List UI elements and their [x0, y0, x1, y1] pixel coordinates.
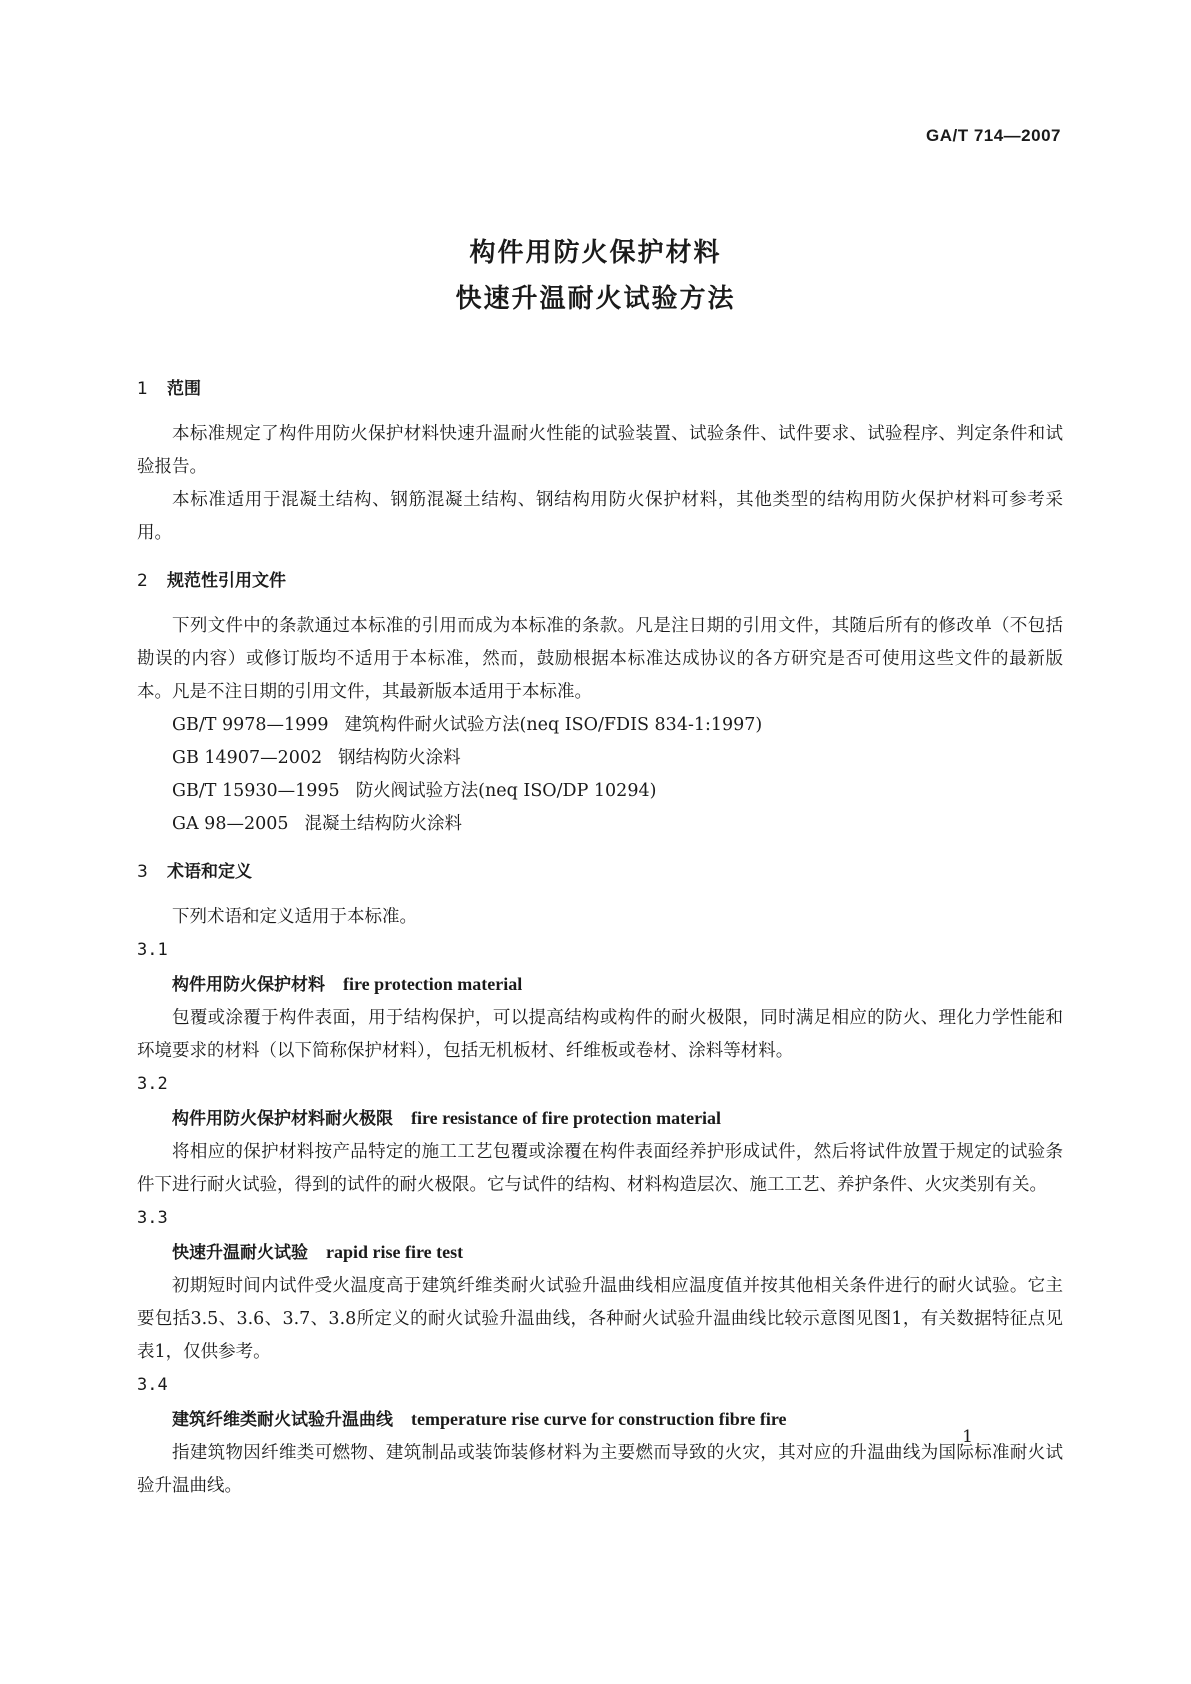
section-title: 规范性引用文件	[167, 571, 286, 591]
term-heading	[137, 1402, 1063, 1437]
term-zh: 建筑纤维类耐火试验升温曲线	[172, 1410, 393, 1430]
paragraph: 下列术语和定义适用于本标准。	[172, 907, 417, 927]
term-definition: 包覆或涂覆于构件表面，用于结构保护，可以提高结构或构件的耐火极限，同时满足相应的防火、理化力学性能和环境要求的材料（以下简称保护材料），包括无机板材、纤维板或卷材、涂料等材料。	[137, 1008, 1063, 1061]
term-definition: 初期短时间内试件受火温度高于建筑纤维类耐火试验升温曲线相应温度值并按其他相关条件进行的耐火试验。它主要包括3.5、3.6、3.7、3.8所定义的耐火试验升温曲线，各种耐火试验升温曲线比较示意图见图1，有关数据特征点见表1，仅供参考。	[137, 1276, 1063, 1362]
section-1-heading	[137, 372, 1063, 406]
section-number: 1	[137, 379, 148, 399]
term-zh: 快速升温耐火试验	[172, 1243, 308, 1263]
paragraph: 本标准规定了构件用防火保护材料快速升温耐火性能的试验装置、试验条件、试件要求、试验程序、判定条件和试验报告。	[137, 424, 1063, 477]
term-zh: 构件用防火保护材料耐火极限	[172, 1109, 393, 1129]
term-heading	[137, 1101, 1063, 1136]
section-title: 术语和定义	[167, 862, 252, 882]
document-title-line-2: 快速升温耐火试验方法	[455, 284, 736, 314]
reference-code: GA 98—2005	[172, 814, 289, 834]
reference-item	[137, 808, 1063, 841]
standard-code: GA/T 714—2007	[925, 126, 1061, 145]
reference-title: 建筑构件耐火试验方法(neq ISO/FDIS 834-1:1997)	[344, 715, 763, 735]
term-definition: 将相应的保护材料按产品特定的施工工艺包覆或涂覆在构件表面经养护形成试件，然后将试件放置于规定的试验条件下进行耐火试验，得到的试件的耐火极限。它与试件的结构、材料构造层次、施工工艺、养护条件、火灾类别有关。	[137, 1142, 1063, 1195]
reference-code: GB/T 9978—1999	[172, 715, 329, 735]
reference-code: GB/T 15930—1995	[172, 781, 340, 801]
document-title-line-1: 构件用防火保护材料	[469, 238, 722, 268]
term-definition: 指建筑物因纤维类可燃物、建筑制品或装饰装修材料为主要燃而导致的火灾，其对应的升温曲线为国际标准耐火试验升温曲线。	[137, 1443, 1063, 1496]
section-number: 2	[137, 571, 148, 591]
term-en: temperature rise curve for construction fibre fire	[411, 1409, 787, 1429]
reference-title: 防火阀试验方法(neq ISO/DP 10294)	[355, 781, 657, 801]
term-en: fire resistance of fire protection material	[411, 1108, 722, 1128]
section-title: 范围	[167, 379, 201, 399]
section-3-heading	[137, 855, 1063, 889]
section-2-heading	[137, 564, 1063, 598]
document-body	[137, 372, 1063, 1503]
section-number: 3	[137, 862, 148, 882]
term-heading	[137, 1235, 1063, 1270]
reference-title: 混凝土结构防火涂料	[304, 814, 462, 834]
term-en: fire protection material	[343, 974, 523, 994]
clause-number: 3.3	[137, 1208, 168, 1228]
reference-item	[137, 775, 1063, 808]
term-heading	[137, 967, 1063, 1002]
clause-number: 3.1	[137, 940, 168, 960]
reference-item	[137, 742, 1063, 775]
term-zh: 构件用防火保护材料	[172, 975, 325, 995]
paragraph: 下列文件中的条款通过本标准的引用而成为本标准的条款。凡是注日期的引用文件，其随后所有的修改单（不包括勘误的内容）或修订版均不适用于本标准，然而，鼓励根据本标准达成协议的各方研究是否可使用这些文件的最新版本。凡是不注日期的引用文件，其最新版本适用于本标准。	[137, 616, 1063, 702]
clause-number: 3.4	[137, 1375, 168, 1395]
reference-title: 钢结构防火涂料	[338, 748, 461, 768]
clause-number: 3.2	[137, 1074, 168, 1094]
paragraph: 本标准适用于混凝土结构、钢筋混凝土结构、钢结构用防火保护材料，其他类型的结构用防火保护材料可参考采用。	[137, 490, 1063, 543]
reference-code: GB 14907—2002	[172, 748, 323, 768]
reference-item	[137, 709, 1063, 742]
page-number: 1	[962, 1427, 973, 1447]
term-en: rapid rise fire test	[326, 1242, 464, 1262]
